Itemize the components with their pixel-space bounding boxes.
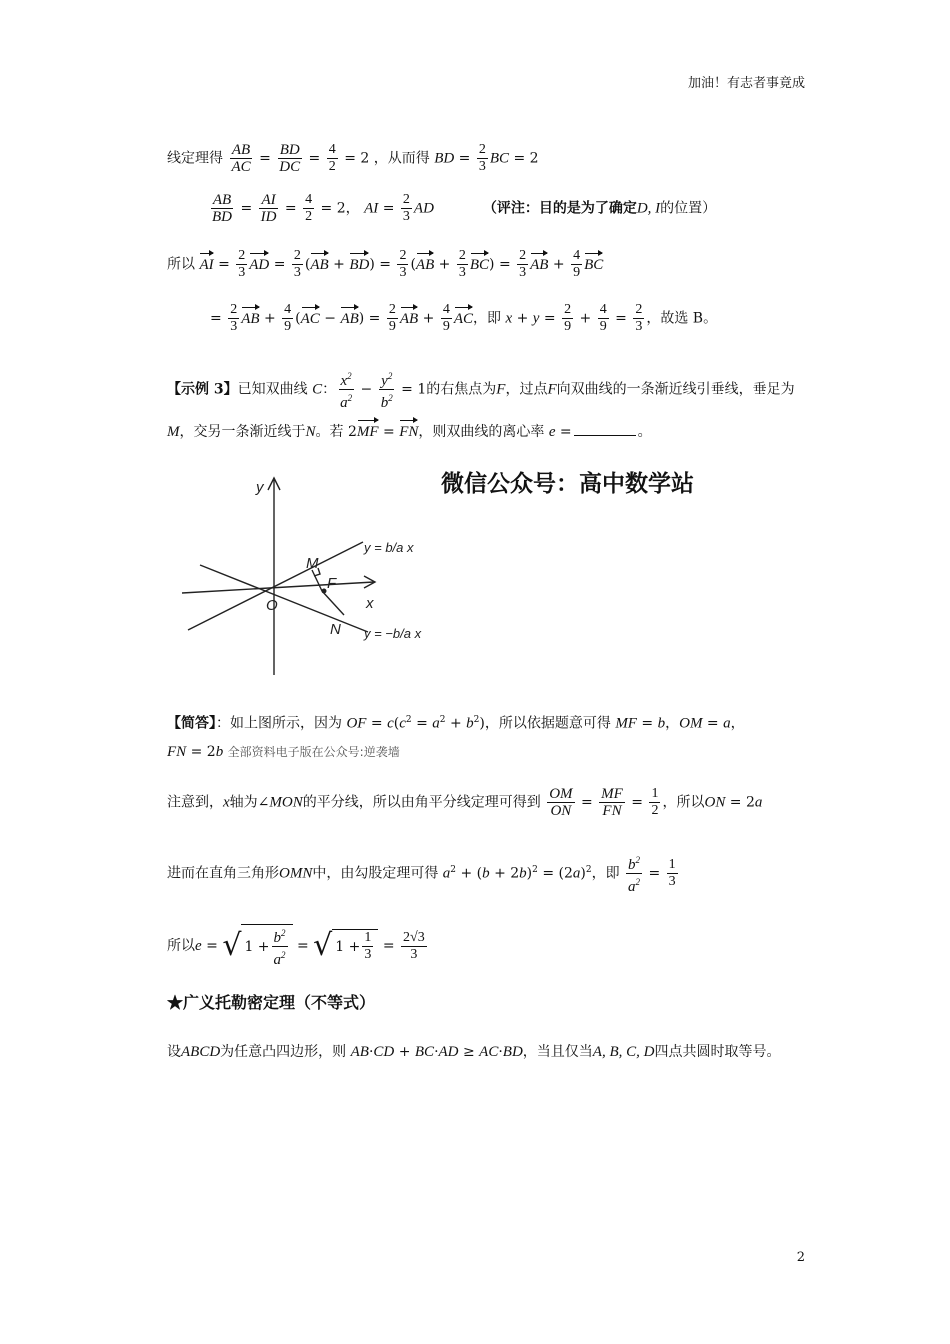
origin-label: O [266,597,278,614]
point-f-label: F [327,575,337,592]
line-3: 所以 AI = $\frac{2}{3}$ AD = $\frac{2}{3}$ (AB + BD) = $\frac{2}{3}$ (AB + $\frac{2}{3}$ BC) = $\frac{2}{3}$ AB + $\frac{4}{9}$ BC [167,248,604,280]
asymptote-label-2: y = −b/a x [364,626,422,641]
example-label: 【示例 3】 [167,381,238,398]
x-axis [182,582,374,593]
note-line-1: 注意到，x轴为∠MON的平分线，所以由角平分线定理可得到 $\frac{OM}{ON}$ = $\frac{MF}{FN}$ = $\frac{1}{2}$ ，所以ON = 2a [167,786,763,819]
page-header: 加油！有志者事竟成 [687,76,805,91]
answer-line-2: FN = 2b 全部资料电子版在公众号:逆袭墙 [167,744,400,760]
answer-label: 【简答】 [167,715,216,732]
page-number: 2 [796,1250,805,1265]
segment-FN [322,591,344,615]
answer-blank [574,435,636,436]
line-1: 线定理得 $\frac{AB}{AC}$ = $\frac{BD}{DC}$ = $\frac{4}{2}$ = 2 ，从而得 BD = $\frac{2}{3}$ BC = 2 [167,142,539,175]
asymptote-negative [200,565,368,632]
x-axis-label: x [366,595,374,612]
watermark: 微信公众号：高中数学站 [441,471,694,497]
asymptote-label-1: y = b/a x [364,540,414,555]
line-2: $\frac{AB}{BD}$ = $\frac{AI}{ID}$ = $\frac{4}{2}$ = 2， AI = $\frac{2}{3}$ AD （评注：目的是为了确定D, I的位置） [212,192,717,225]
y-axis-label: y [256,479,264,496]
asymptote-positive [188,542,363,630]
note-line-3: 所以e = √ 1 + $\frac{b^2}{a^2}$ = √ 1 + $\frac{1}{3}$ = $\frac{2√3}{3}$ [167,924,429,968]
hyperbola-figure [178,470,426,682]
source-note: 全部资料电子版在公众号:逆袭墙 [227,745,400,759]
example-3-line-1: 【示例 3】已知双曲线 C： $\frac{x^2}{a^2}$ − $\frac{y^2}{b^2}$ = 1的右焦点为F，过点F向双曲线的一条渐近线引垂线，垂足为 [167,368,795,411]
line-4: = $\frac{2}{3}$ AB + $\frac{4}{9}$ (AC − AB) = $\frac{2}{9}$ AB + $\frac{4}{9}$ AC，即 x + y = $\frac{2}{9}$ + $\frac{4}{9}$ = $\frac{2}{3}$ ，故选 B。 [210,302,718,334]
focus-point [322,589,327,594]
comment-note: （评注：目的是为了确定 [482,200,637,217]
ptolemy-line: 设ABCD为任意凸四边形，则 AB·CD + BC·AD ≥ AC·BD，当且仅当A, B, C, D四点共圆时取等号。 [167,1044,781,1060]
example-3-line-2: M，交另一条渐近线于N。若 2MF = FN，则双曲线的离心率 e = 。 [167,424,652,440]
perpendicular-MF [312,570,322,591]
section-heading: ★广义托勒密定理（不等式） [167,993,376,1012]
point-n-label: N [330,621,341,638]
point-m-label: M [306,555,319,572]
note-line-2: 进而在直角三角形OMN中，由勾股定理可得 $a^2 + (b + 2b)^2 = (2a)^2$，即 $\frac{b^2}{a^2}$ = $\frac{1}{3}$ [167,852,680,895]
answer-line-1: 【简答】：如上图所示，因为 OF = $c(c^2 = a^2 + b^2)$，所以依据题意可得 MF = b，OM = a， [167,715,745,732]
